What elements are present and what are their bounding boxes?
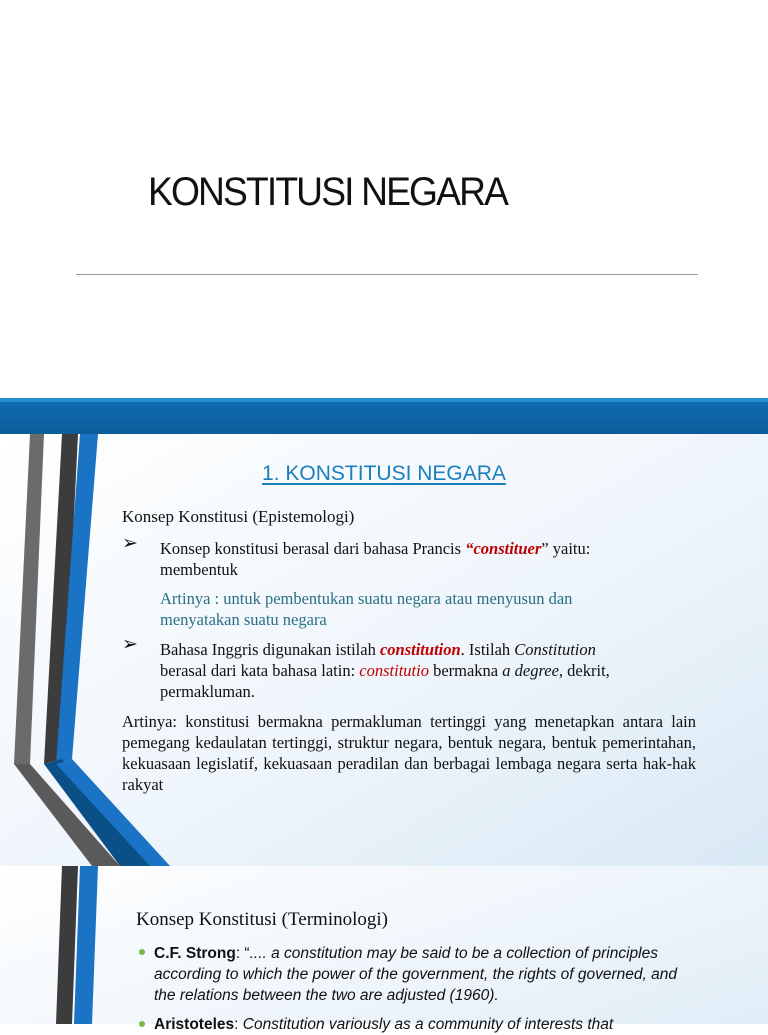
terminology-item-1-quote: .... a constitution may be said to be a collection of principles according to which the power of the government, the rights of governed, and the relations between the two are adjusted (1960). <box>154 945 678 1004</box>
terminology-item-2 <box>154 1014 714 1035</box>
slide-header-band-highlight <box>0 398 768 402</box>
bullet-2-line2-a: berasal dari kata bahasa latin: <box>160 661 360 680</box>
bullet-dot-icon <box>139 1021 145 1027</box>
bullet-1-text-b: ” yaitu: <box>541 539 591 558</box>
bullet-2-degree: a degree <box>502 661 559 680</box>
bullet-1-text <box>160 538 680 580</box>
terminology-item-2-sep: : <box>234 1016 243 1033</box>
bullet-2-term: constitution <box>379 640 461 659</box>
terminology-item-1 <box>154 943 694 1006</box>
title-slide <box>0 0 768 398</box>
bullet-2-line2-c: , dekrit, <box>558 661 610 680</box>
meaning-1-line1: Artinya : untuk pembentukan suatu negara atau menyusun dan <box>160 589 573 608</box>
section-heading: 1. KONSTITUSI NEGARA <box>262 462 506 485</box>
section-subheading: Konsep Konstitusi (Epistemologi) <box>122 507 355 526</box>
meaning-1-line2: menyatakan suatu negara <box>160 610 327 629</box>
arrow-bullet-icon: ➢ <box>122 634 138 655</box>
decor-dark-stripe-2 <box>56 866 78 1024</box>
terminology-subheading: Konsep Konstitusi (Terminologi) <box>136 909 388 930</box>
bullet-1-quote-open: “ <box>465 539 474 558</box>
title-divider <box>76 274 698 275</box>
terminology-item-1-sep: : “ <box>235 945 250 962</box>
bullet-2-line2-b: bermakna <box>428 661 503 680</box>
terminology-item-2-name: Aristoteles <box>154 1016 235 1033</box>
slide-title: KONSTITUSI NEGARA <box>148 170 508 214</box>
arrow-bullet-icon: ➢ <box>122 533 138 554</box>
terminology-item-1-name: C.F. Strong <box>154 945 236 962</box>
bullet-1-text-a: Konsep konstitusi berasal dari bahasa Prancis <box>160 539 466 558</box>
bullet-1-term: constituer <box>473 539 542 558</box>
slide-header-band <box>0 398 768 434</box>
bullet-2-text <box>160 639 680 702</box>
bullet-2-term2: Constitution <box>514 640 596 659</box>
bullet-2-line3: permakluman. <box>160 682 255 701</box>
decor-blue-stripe-2 <box>74 866 98 1024</box>
bullet-dot-icon <box>139 949 145 955</box>
bullet-2-text-b: . Istilah <box>460 640 515 659</box>
bullet-2-text-a: Bahasa Inggris digunakan istilah <box>160 640 380 659</box>
terminology-item-2-quote: Constitution variously as a community of interests that <box>242 1016 614 1033</box>
bullet-1-line2: membentuk <box>160 560 238 579</box>
meaning-1 <box>160 588 680 630</box>
meaning-2: Artinya: konstitusi bermakna permakluman tertinggi yang menetapkan antara lain pemegang kedaulatan tertinggi, struktur negara, bentuk negara, bentuk pemerintahan, kekuasaan legislatif, kekuasaan peradilan dan berbagai lembaga negara serta hak-hak rakyat <box>122 712 696 794</box>
bullet-2-latin-term: constitutio <box>359 661 429 680</box>
